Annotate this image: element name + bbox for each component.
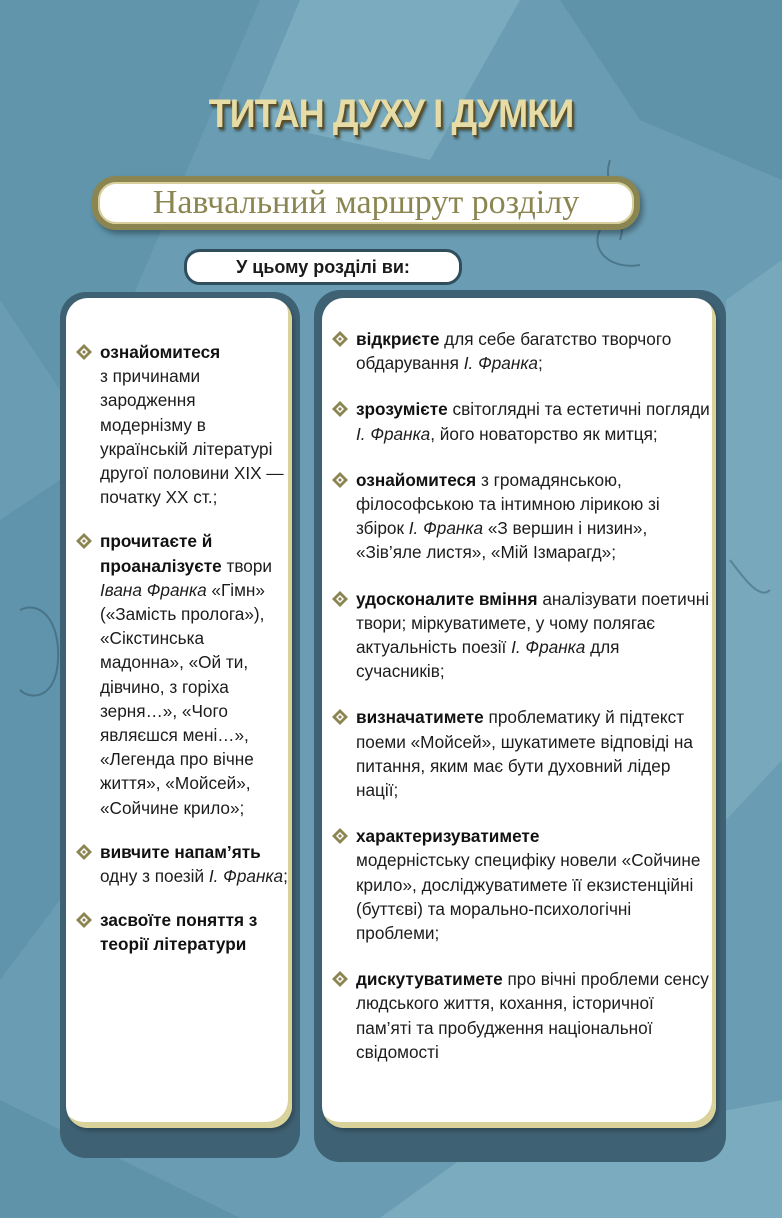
diamond-bullet-icon (76, 844, 92, 860)
item-author: І. Франка (408, 518, 484, 539)
list-item (332, 468, 712, 565)
item-text-tail: , його новаторство як митця; (430, 423, 658, 444)
diamond-bullet-icon (332, 971, 348, 987)
diamond-bullet-icon (332, 401, 348, 417)
list-item (332, 824, 712, 945)
list-item (76, 840, 288, 888)
item-keyword: прочитаєте й проаналізуєте (100, 531, 222, 576)
diamond-bullet-icon (332, 828, 348, 844)
route-title-banner: Навчальний маршрут розділу (92, 176, 640, 230)
item-text: твори (226, 555, 273, 576)
item-keyword: удосконалите вміння (356, 588, 538, 609)
item-keyword: засвоїте поняття з теорії літератури (100, 910, 258, 955)
item-text: з причинами зародження модернізму в українській літературі другої половини XIX — початку XX ст.; (100, 366, 284, 508)
item-text: одну з поезій (100, 866, 205, 887)
list-item (76, 529, 288, 819)
item-text: для себе багатство творчого обдарування (356, 329, 672, 374)
diamond-bullet-icon (332, 472, 348, 488)
section-subtitle: У цьому розділі ви: (184, 249, 462, 285)
list-item (332, 327, 712, 375)
item-author: І. Франка (511, 637, 586, 658)
diamond-bullet-icon (76, 533, 92, 549)
list-item (76, 340, 288, 509)
item-keyword: зрозумієте (356, 399, 448, 420)
item-keyword: визначатимете (356, 707, 484, 728)
item-text-tail: «Гімн» («Замість пролога»), «Сікстинська мадонна», «Ой ти, дівчино, з горіха зерня…», «Чого являєшся мені…», «Легенда про вічне життя», «Мойсей», «Сойчине крило»; (100, 579, 265, 818)
right-goal-list (332, 327, 712, 1086)
item-text-tail: «З вершин і низин», «Зів’яле листя», «Мій Ізмарагд»; (356, 518, 648, 563)
item-keyword: відкриєте (356, 329, 440, 349)
item-author: Івана Франка (100, 579, 207, 600)
diamond-bullet-icon (332, 331, 348, 347)
item-author: І. Франка (208, 866, 284, 887)
item-keyword: дискутуватимете (356, 969, 503, 990)
item-author: І. Франка (356, 423, 431, 444)
diamond-bullet-icon (332, 591, 348, 607)
item-text-tail: ; (538, 353, 543, 374)
list-item (332, 587, 712, 684)
item-keyword: вивчите напам’ять (100, 841, 261, 862)
item-text: модерністську специфіку новели «Сойчине крило», досліджуватимете її екзистенційні (буттєві) та морально-психологічні проблеми; (356, 850, 701, 944)
diamond-bullet-icon (76, 912, 92, 928)
item-keyword: ознайомитеся (100, 342, 221, 362)
item-keyword: характеризуватимете (356, 826, 540, 847)
item-text: про вічні проблеми сенсу людського життя, кохання, історичної пам’яті та пробудження національної свідомості (356, 969, 709, 1062)
item-text: з громадянською, філософською та інтимною лірикою зі збірок (356, 469, 660, 539)
item-text: аналізувати поетичні твори; міркуватимете, у чому полягає актуальність поезії (356, 588, 710, 658)
list-item (332, 705, 712, 802)
list-item (332, 397, 712, 445)
item-author: І. Франка (463, 353, 538, 374)
page-title: ТИТАН ДУХУ І ДУМКИ (208, 92, 574, 136)
left-goal-list (76, 340, 288, 977)
item-text: світоглядні та естетичні погляди (452, 399, 710, 420)
list-item (332, 967, 712, 1064)
item-text-tail: для сучасників; (356, 637, 620, 682)
diamond-bullet-icon (332, 709, 348, 725)
list-item (76, 908, 288, 956)
item-keyword: ознайомитеся (356, 469, 477, 490)
item-text: проблематику й підтекст поеми «Мойсей», шукатимете відповіді на питання, яким має бути духовний лідер нації; (356, 707, 693, 801)
item-text-tail: ; (283, 866, 288, 887)
diamond-bullet-icon (76, 344, 92, 360)
